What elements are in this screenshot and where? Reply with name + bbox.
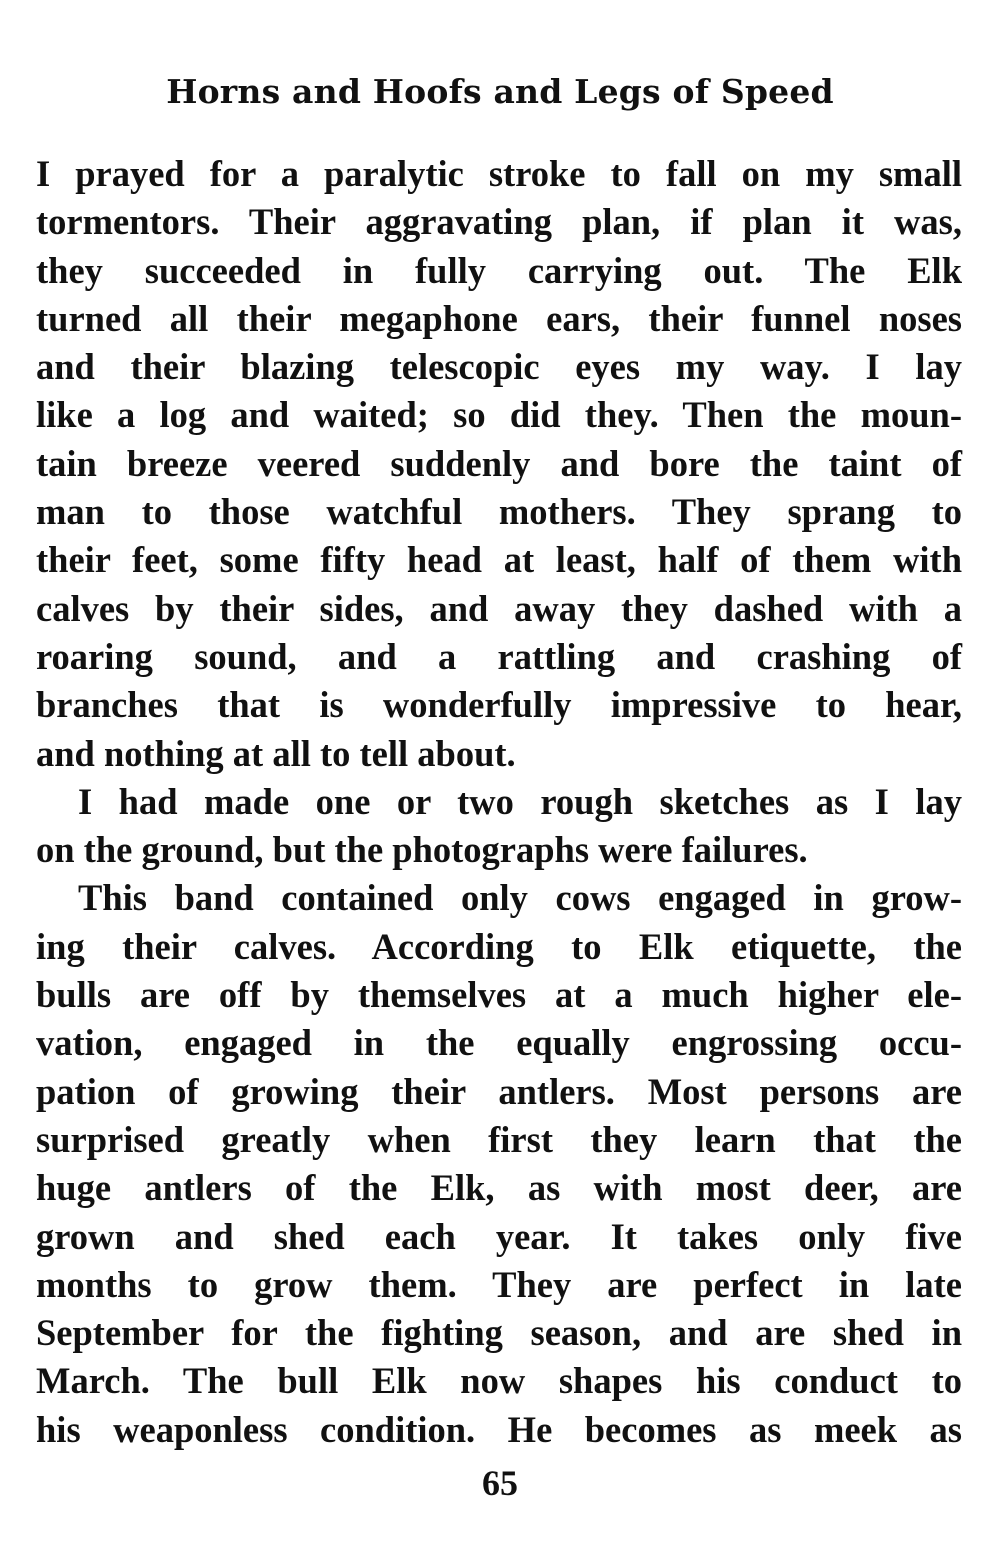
text-line: huge antlers of the Elk, as with most deer, are (36, 1167, 962, 1209)
text-line: tain breeze veered suddenly and bore the taint of (36, 442, 962, 484)
text-line: pation of growing their antlers. Most persons are (36, 1070, 962, 1112)
text-line: ing their calves. According to Elk etiquette, the (36, 925, 962, 967)
text-line: grown and shed each year. It takes only five (36, 1215, 962, 1257)
text-line: This band contained only cows engaged in grow- (78, 877, 962, 919)
text-line: roaring sound, and a rattling and crashing of (36, 635, 962, 677)
text-line: branches that is wonderfully impressive to hear, (36, 684, 962, 726)
text-line: tormentors. Their aggravating plan, if plan it was, (36, 201, 962, 243)
body-text (36, 150, 962, 1454)
page-number: 65 (482, 1463, 518, 1503)
text-line: I prayed for a paralytic stroke to fall on my small (36, 153, 962, 194)
text-line: vation, engaged in the equally engrossing occu- (36, 1022, 962, 1064)
text-line: turned all their megaphone ears, their funnel noses (36, 297, 962, 339)
running-head: Horns and Hoofs and Legs of Speed (166, 72, 834, 111)
text-line: bulls are off by themselves at a much higher ele- (36, 974, 962, 1016)
text-line: surprised greatly when first they learn that the (36, 1118, 962, 1160)
text-line: like a log and waited; so did they. Then the moun- (36, 394, 962, 436)
text-line: their feet, some fifty head at least, half of them with (36, 539, 962, 581)
text-line: man to those watchful mothers. They sprang to (36, 491, 962, 533)
text-line: calves by their sides, and away they dashed with a (36, 587, 962, 629)
text-line: March. The bull Elk now shapes his conduct to (36, 1360, 962, 1402)
text-line: and their blazing telescopic eyes my way. I lay (36, 346, 962, 388)
text-line: his weaponless condition. He becomes as meek as (36, 1408, 962, 1450)
text-line: and nothing at all to tell about. (36, 732, 516, 774)
text-line: months to grow them. They are perfect in late (36, 1263, 962, 1305)
text-line: I had made one or two rough sketches as I lay (78, 780, 962, 822)
text-line: September for the fighting season, and are shed in (36, 1312, 962, 1354)
text-line: they succeeded in fully carrying out. The Elk (36, 249, 962, 291)
text-line: on the ground, but the photographs were failures. (36, 829, 808, 871)
